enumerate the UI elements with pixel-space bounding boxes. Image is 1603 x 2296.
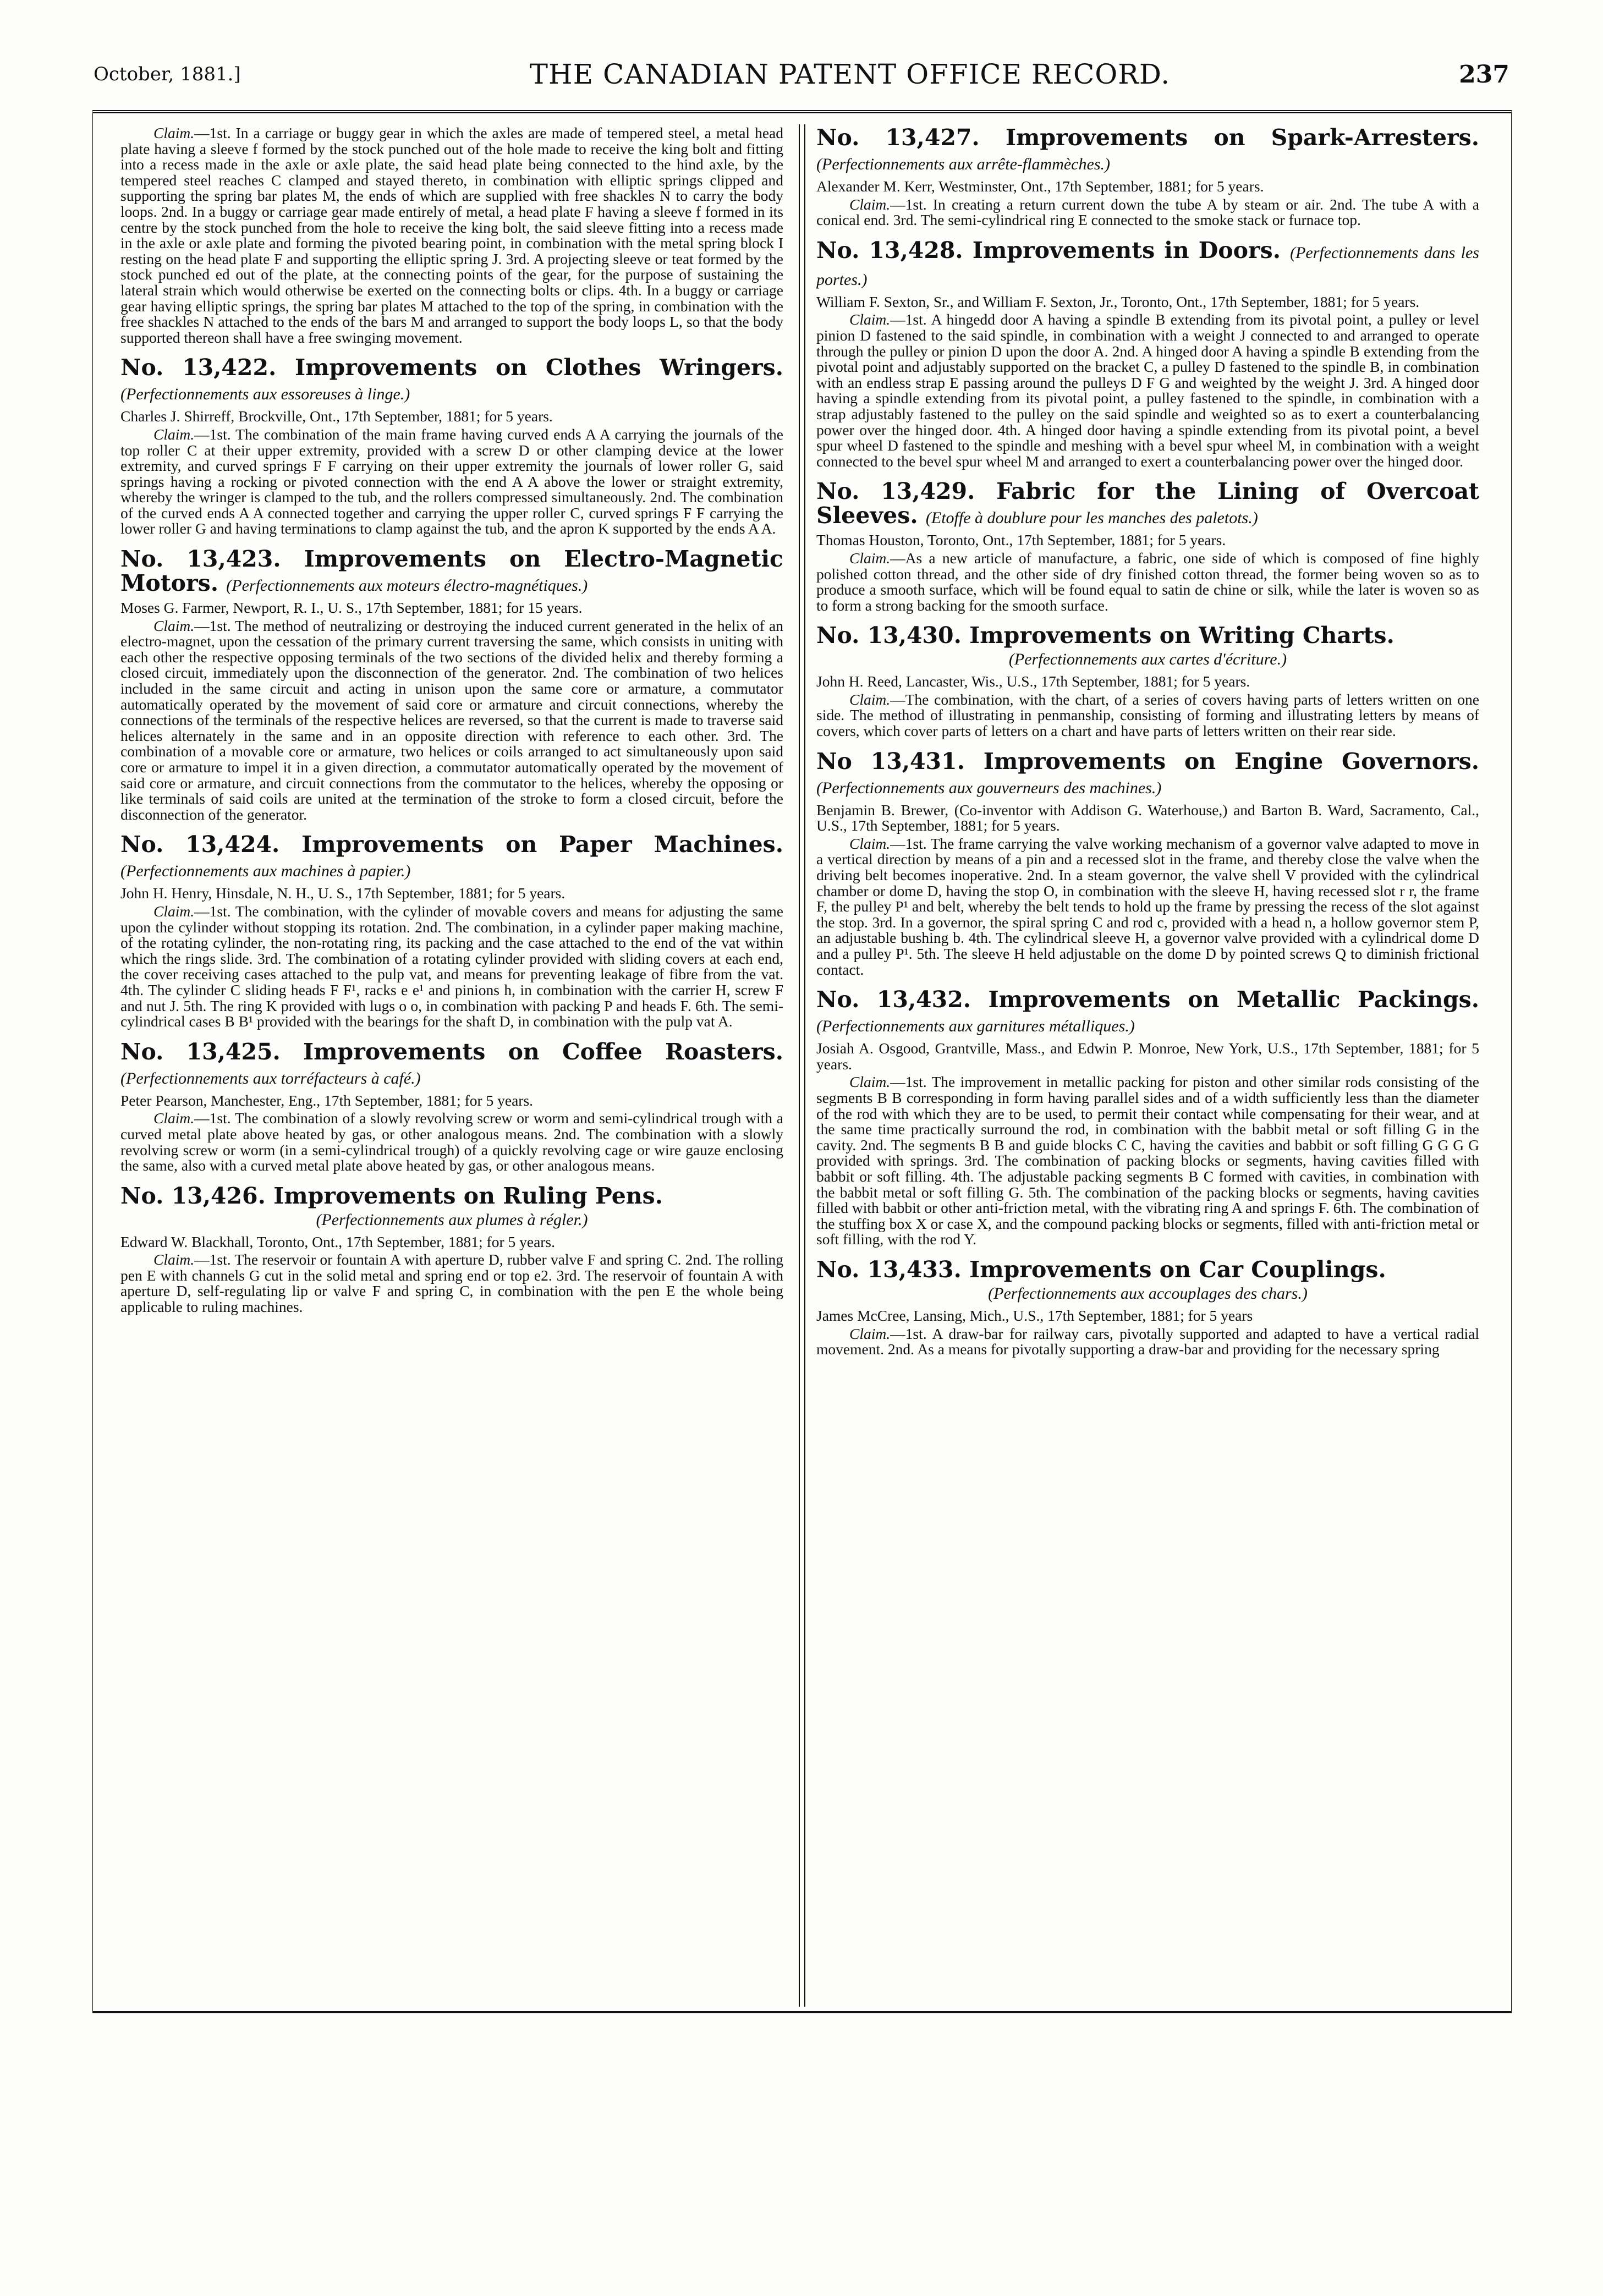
entry-claim: Claim.—1st. The improvement in metallic packing for piston and other similar rods consisting of the segments B B corresponding in form having parallel sides and of a width sufficiently less than the diameter of the rod with which they are to be used, to permit their contact while compensating for their wear, and at the same time practically surround the rod, in combination with the babbit metal or soft filling G in the cavity. 2nd. The segments B B and guide blocks C C, having the cavities and babbit or soft filling G G G G provided with springs. 3rd. The combination of packing blocks or segments, having cavities filled with babbit or soft filling. 4th. The adjustable packing segments B C formed with cavities, in combination with the babbit metal or soft filling G. 5th. The combination of the packing blocks or segments, having cavities filled with babbit or other anti-friction metal, with the vibrating ring A and springs F. 6th. The combination of the stuffing box X or case X, and the compound packing blocks or segments, filled with anti-friction metal or soft filling, with the rod Y. xyxy=(816,1073,1479,1248)
header-title: THE CANADIAN PATENT OFFICE RECORD. xyxy=(529,58,1171,90)
column-divider xyxy=(799,124,805,2007)
entry-inventor: John H. Henry, Hinsdale, N. H., U. S., 17th September, 1881; for 5 years. xyxy=(120,885,566,902)
entry-inventor: Thomas Houston, Toronto, Ont., 17th September, 1881; for 5 years. xyxy=(816,531,1226,549)
entry-claim: Claim.—1st. A draw-bar for railway cars, pivotally supported and adapted to have a vertical radial movement. 2nd. As a means for pivotally supporting a draw-bar and providing for the necessary spring xyxy=(816,1325,1479,1358)
entry-claim: Claim.—1st. A hingedd door A having a spindle B extending from its pivotal point, a pulley or level pinion D fastened to the said spindle, in combination with a weight J connected to and arranged to operate through the pulley or pinion D upon the door A. 2nd. A hinged door A having a spindle B extending from the pivotal point and adjustably supported on the bracket C, a pulley D fastened to the spindle B, in combination with an endless strap E passing around the pulleys D F G and weighted by the weight J. 3rd. A hinged door having a spindle extending from its pivotal point, a pulley fastened to the spindle, in combination with a strap adjustably fastened to the pulley on the said spindle and weighted so as to exert a counterbalancing power over the hinged door. 4th. A hinged door having a spindle extending from its pivotal point, a bevel spur wheel D fastened to the spindle and meshing with a bevel spur wheel M, in combination with a weight connected to the bevel spur wheel M and arranged to exert a counterbalancing power over the hinged door. xyxy=(816,311,1479,470)
entry-title: No. 13,423. Improvements on Electro-Magnetic Motors. (Perfectionnements aux moteurs électro-magnétiques.) xyxy=(120,546,783,597)
patent-entry xyxy=(120,832,783,1029)
patent-entry xyxy=(816,749,1479,978)
entry-claim: Claim.—1st. The combination, with the cylinder of movable covers and means for adjusting the same upon the cylinder without stopping its rotation. 2nd. The combination, in a cylinder paper making machine, of the rotating cylinder, the non-rotating ring, its packing and the case attached to the end of the vat within which the rings slide. 3rd. The combination of a rotating cylinder provided with sliding covers at each end, the cover receiving cases attached to the pulp vat, and means for preventing leakage of fibre from the vat. 4th. The cylinder C sliding heads F F¹, racks e e¹ and pinions h, in combination with the carrier H, screw F and nut J. 5th. The ring K provided with lugs o o, in combination with packing P and heads F. 6th. The semi-cylindrical cases B B¹ provided with the bearings for the shaft D, in combination with the pulp vat A. xyxy=(120,902,783,1030)
patent-entry xyxy=(816,987,1479,1248)
entry-inventor: Moses G. Farmer, Newport, R. I., U. S., 17th September, 1881; for 15 years. xyxy=(120,599,583,617)
left-column xyxy=(120,125,783,2006)
entry-title: No. 13,428. Improvements in Doors. (Perfectionnements dans les portes.) xyxy=(816,237,1479,289)
entry-inventor: Alexander M. Kerr, Westminster, Ont., 17th September, 1881; for 5 years. xyxy=(816,178,1264,195)
entry-claim: Claim.—1st. The combination of the main frame having curved ends A A carrying the journals of the top roller C at their upper extremity, provided with a screw D or other clamping device at the lower extremity, and curved springs F F carrying on their upper extremity the journals of lower roller G, said springs having a rocking or pivoted connection with the end A A above the lower or straight extremity, whereby the wringer is clamped to the tub, and the rollers compressed simultaneously. 2nd. The combination of the curved ends A A connected together and carrying the upper roller C, curved springs F F carrying the lower roller G and having terminations to clamp against the tub, and the apron K supported by the ends A A. xyxy=(120,425,783,537)
entry-claim: Claim.—The combination, with the chart, of a series of covers having parts of letters written on one side. The method of illustrating in penmanship, consisting of forming and illustrating letters by means of covers, which cover parts of letters on a chart and have parts of letters written on their rear side. xyxy=(816,690,1479,740)
patent-entry xyxy=(120,355,783,537)
patent-entry xyxy=(816,125,1479,228)
entry-inventor: Edward W. Blackhall, Toronto, Ont., 17th September, 1881; for 5 years. xyxy=(120,1233,556,1250)
entry-title: No. 13,422. Improvements on Clothes Wringers. (Perfectionnements aux essoreuses à linge.) xyxy=(120,354,783,404)
entry-claim: Claim.—1st. The frame carrying the valve working mechanism of a governor valve adapted to move in a vertical direction by means of a pin and a recessed slot in the frame, and thereby close the valve when the driving belt becomes inoperative. 2nd. In a steam governor, the valve shell V provided with the cylindrical chamber or dome D, having the stop O, in combination with the sleeve H, having recessed slot r r, the frame F, the pulley P¹ and belt, whereby the belt tends to hold up the frame by pressing the recess of the slot against the stop. 3rd. In a governor, the spiral spring C and rod c, provided with a head n, a hollow governor stem P, an adjustable bushing b. 4th. The cylindrical sleeve H, a governor valve provided with a cylindrical dome D and a pulley P¹. 5th. The sleeve H held adjustable on the dome D by pointed screws Q to diminish frictional contact. xyxy=(816,834,1479,978)
entry-title: No. 13,426. Improvements on Ruling Pens. (Perfectionnements aux plumes à régler.) xyxy=(120,1182,663,1229)
patent-entry xyxy=(816,238,1479,470)
content-frame xyxy=(92,110,1512,2013)
entry-title: No. 13,429. Fabric for the Lining of Overcoat Sleeves. (Etoffe à doublure pour les manches des paletots.) xyxy=(816,478,1479,529)
entry-title: No. 13,424. Improvements on Paper Machines. (Perfectionnements aux machines à papier.) xyxy=(120,831,783,881)
entry-inventor: William F. Sexton, Sr., and William F. Sexton, Jr., Toronto, Ont., 17th September, 1881; for 5 years. xyxy=(816,293,1420,310)
page-header xyxy=(94,52,1509,96)
patent-entry xyxy=(120,1184,783,1315)
right-column xyxy=(816,125,1479,2006)
entry-claim: Claim.—1st. The combination of a slowly revolving screw or worm and semi-cylindrical trough with a curved metal plate above heated by gas, or other analogous means. 2nd. The combination with a slowly revolving screw or worm (in a semi-cylindrical trough) of a quickly revolving cage or wire gauze enclosing the same, also with a curved metal plate above heated by gas, or other analogous means. xyxy=(120,1109,783,1174)
entry-claim: Claim.—As a new article of manufacture, a fabric, one side of which is composed of fine highly polished cotton thread, and the other side of dry finished cotton thread, the former being woven so as to produce a smooth surface, which will be found equal to satin de chine or silk, while the later is woven so as to form a strong backing for the smooth surface. xyxy=(816,549,1479,614)
entry-title: No. 13,427. Improvements on Spark-Arresters. (Perfectionnements aux arrête-flammèches.) xyxy=(816,125,1479,173)
entry-title: No. 13,433. Improvements on Car Couplings. (Perfectionnements aux accouplages des chars.) xyxy=(816,1256,1386,1303)
patent-entry xyxy=(120,1040,783,1174)
entry-inventor: John H. Reed, Lancaster, Wis., U.S., 17th September, 1881; for 5 years. xyxy=(816,673,1250,690)
entry-claim: Claim.—1st. The reservoir or fountain A with aperture D, rubber valve F and spring C. 2nd. The rolling pen E with channels G cut in the solid metal and spring end or top e2. 3rd. The reservoir of fountain A with aperture D, self-regulating lip or valve F and spring C, in combination with the pen E the whole being applicable to ruling machines. xyxy=(120,1251,783,1316)
patent-entry xyxy=(816,623,1479,739)
entry-claim: Claim.—1st. In creating a return current down the tube A by steam or air. 2nd. The tube A with a conical end. 3rd. The semi-cylindrical ring E connected to the smoke stack or furnace top. xyxy=(816,195,1479,229)
patent-entry xyxy=(120,547,783,822)
entry-inventor: Charles J. Shirreff, Brockville, Ont., 17th September, 1881; for 5 years. xyxy=(120,408,553,425)
entry-title: No. 13,432. Improvements on Metallic Packings. (Perfectionnements aux garnitures métalliques.) xyxy=(816,986,1479,1036)
patent-entry xyxy=(816,479,1479,613)
entry-title: No. 13,430. Improvements on Writing Charts. (Perfectionnements aux cartes d'écriture.) xyxy=(816,622,1395,669)
entry-title: No. 13,425. Improvements on Coffee Roasters. (Perfectionnements aux torréfacteurs à café.) xyxy=(120,1038,783,1087)
entry-claim: Claim.—1st. The method of neutralizing or destroying the induced current generated in the helix of an electro-magnet, upon the cessation of the primary current traversing the same, which consists in uniting with each other the respective opposing terminals of the two sections of the divided helix and thereby forming a closed circuit, immediately upon the disconnection of the generator. 2nd. The combination of two helices included in the same circuit and acting in unison upon the same core or armature, a commutator automatically operated by the movement of said core or armature and circuit connections, whereby the connections of the terminals of the respective helices are reversed, so that the current is made to traverse said helices alternately in the same and in an opposite direction with reference to each other. 3rd. The combination of a movable core or armature, two helices or coils arranged to act simultaneously upon said core or armature to impel it in a given direction, a commutator automatically operated by the movement of said core or armature, and circuit connections from the commutator to the helices, whereby the opposing or like terminals of said coils are united at the termination of the stroke to form a closed circuit, before the disconnection of the generator. xyxy=(120,617,783,823)
patent-entry xyxy=(816,1257,1479,1358)
entry-title: No 13,431. Improvements on Engine Governors. (Perfectionnements aux gouverneurs des machines.) xyxy=(816,748,1479,797)
entry-inventor: Josiah A. Osgood, Grantville, Mass., and Edwin P. Monroe, New York, U.S., 17th September, 1881; for 5 years. xyxy=(816,1040,1479,1073)
entry-inventor: Benjamin B. Brewer, (Co-inventor with Addison G. Waterhouse,) and Barton B. Ward, Sacramento, Cal., U.S., 17th September, 1881; for 5 years. xyxy=(816,801,1479,834)
entry-inventor: Peter Pearson, Manchester, Eng., 17th September, 1881; for 5 years. xyxy=(120,1091,534,1109)
header-date: October, 1881.] xyxy=(94,63,241,85)
continued-claim: Claim.—1st. In a carriage or buggy gear in which the axles are made of tempered steel, a metal head plate having a sleeve f formed by the stock punched out of the hole made to receive the king bolt and fitting into a recess made in the axle or axle plate, the said head plate being connected to the hind axle, by the tempered steel reaches C clamped and stayed thereto, in combination with elliptic springs clipped and supporting the spring bar plates M, the ends of which are supplied with free shackles N to carry the body loops. 2nd. In a buggy or carriage gear made entirely of metal, a head plate F having a sleeve f formed in its centre by the stock punched from the hole to receive the king bolt, the said sleeve fitting into a recess made in the axle or axle plate and forming the pivoted bearing point, in combination with the metal spring block I resting on the head plate F and supporting the elliptic spring J. 3rd. A projecting sleeve or teat formed by the stock punched ed out of the plate, at the connecting points of the gear, for the purpose of sustaining the lateral strain which would otherwise be exerted on the connecting bolts or clips. 4th. In a buggy or carriage gear having elliptic springs, the spring bar plates M attached to the top of the spring, in combination with the free shackles N attached to the ends of the bars M and arranged to support the body loops L, so that the body supported thereon shall have a free swinging movement. xyxy=(120,125,783,346)
page-number: 237 xyxy=(1459,60,1509,89)
entry-inventor: James McCree, Lansing, Mich., U.S., 17th September, 1881; for 5 years xyxy=(816,1306,1253,1324)
